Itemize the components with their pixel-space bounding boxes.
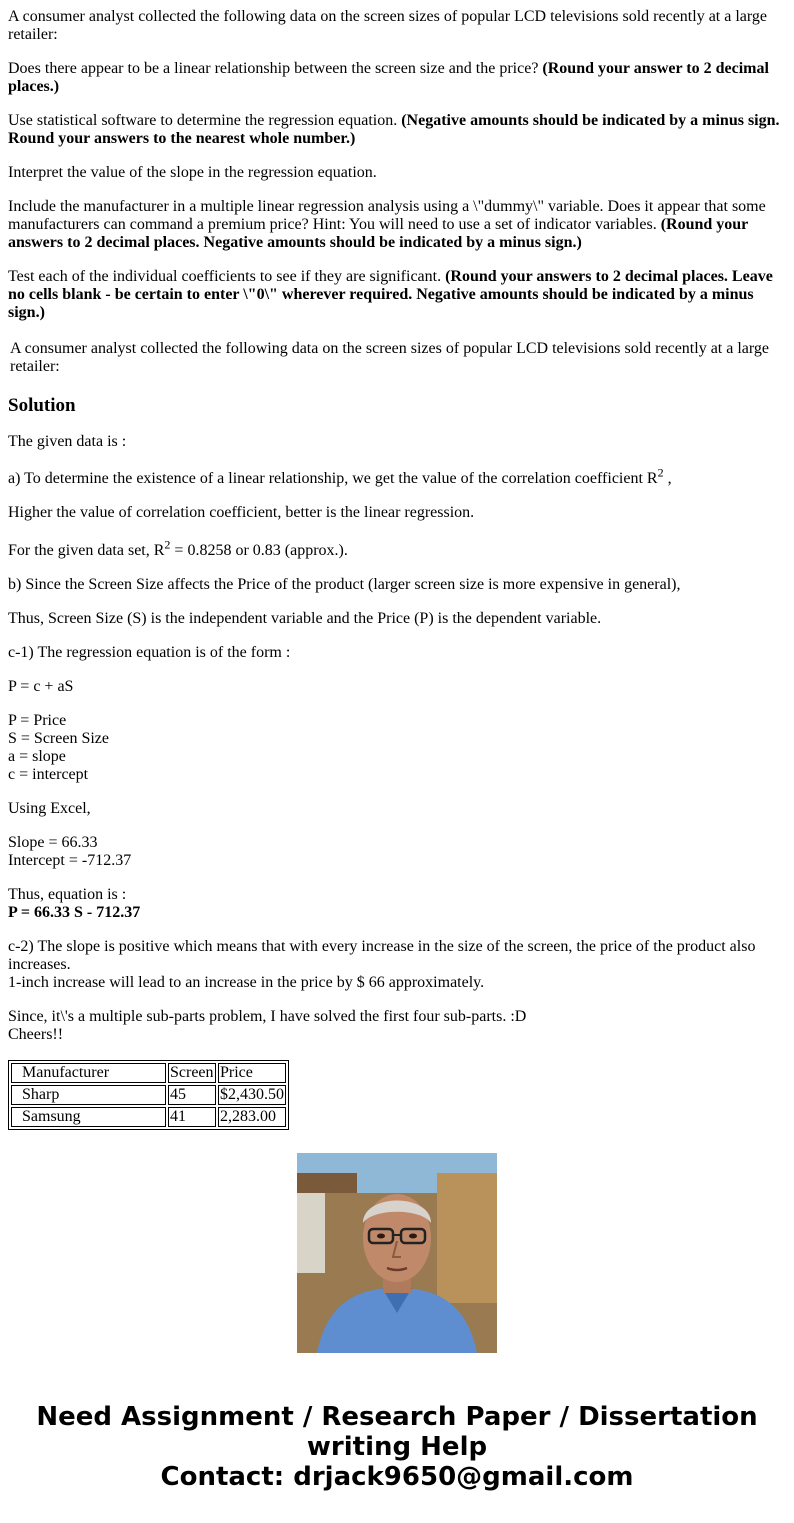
- equation-intro: Thus, equation is :: [8, 886, 127, 903]
- cell-screen: 41: [168, 1107, 216, 1127]
- cell-manufacturer: Sharp: [11, 1085, 166, 1105]
- equation-block: [8, 886, 786, 922]
- variable-definitions: [8, 712, 786, 784]
- question-d: Include the manufacturer in a multiple linear regression analysis using a \"dummy\" variable. Does it appear that some manufacturers can command a premium price? Hint: You will need to use a set of indicator variables. (Round your answers to 2 decimal places. Negative amounts should be indicated by a minus sign.): [8, 198, 766, 251]
- solution-a-line3: For the given data set, $R^2 = 0.8258$ or 0.83 (approx.).: [8, 537, 348, 559]
- definition-slope: a = slope: [8, 748, 66, 765]
- closing-line1: Since, it\'s a multiple sub-parts problem, I have solved the first four sub-parts. :D: [8, 1008, 527, 1025]
- ad-line1: Need Assignment / Research Paper / Dissertation: [36, 1402, 758, 1432]
- intercept-value: Intercept = -712.37: [8, 852, 132, 869]
- question-intro: A consumer analyst collected the following data on the screen sizes of popular LCD televisions sold recently at a large retailer:: [8, 8, 768, 43]
- cell-price: 2,283.00: [218, 1107, 286, 1127]
- cell-manufacturer: Samsung: [11, 1107, 166, 1127]
- author-avatar: [297, 1153, 497, 1353]
- solution-b-line2: Thus, Screen Size (S) is the independent variable and the Price (P) is the dependent variable.: [8, 610, 602, 627]
- solution-a-line1: a) To determine the existence of a linear relationship, we get the value of the correlation coefficient $R^2$ ,: [8, 465, 672, 487]
- regression-results: [8, 834, 786, 870]
- question-repeat-intro: A consumer analyst collected the following data on the screen sizes of popular LCD televisions sold recently at a large retailer:: [10, 340, 770, 375]
- closing-note: [8, 1008, 786, 1044]
- slope-interpretation: [8, 938, 786, 992]
- table-row: [11, 1107, 286, 1127]
- solution-c1-line: c-1) The regression equation is of the form :: [8, 644, 291, 661]
- definition-screen-size: S = Screen Size: [8, 730, 109, 747]
- ad-line2: writing Help: [306, 1432, 488, 1462]
- ad-contact-email: Contact: drjack9650@gmail.com: [160, 1462, 634, 1492]
- using-excel: Using Excel,: [8, 800, 91, 817]
- author-portrait-image: [297, 1153, 497, 1353]
- cell-price: $2,430.50: [220, 1086, 284, 1103]
- question-e: Test each of the individual coefficients to see if they are significant. (Round your answers to 2 decimal places. Leave no cells blank - be certain to enter \"0\" wherever required. Negative amounts should be indicated by a minus sign.): [8, 268, 773, 321]
- definition-price: P = Price: [8, 712, 67, 729]
- page-content: [8, 0, 786, 1125]
- slope-value: Slope = 66.33: [8, 834, 98, 851]
- slope-interpretation-line1: c-2) The slope is positive which means that with every increase in the size of the screen, the price of the product also increases.: [8, 938, 756, 973]
- solution-heading: Solution: [8, 395, 76, 416]
- definition-intercept: c = intercept: [8, 766, 89, 783]
- solution-a-line2: Higher the value of correlation coefficient, better is the linear regression.: [8, 504, 475, 521]
- header-manufacturer: Manufacturer: [11, 1063, 166, 1083]
- question-c1: Use statistical software to determine the regression equation. (Negative amounts should be indicated by a minus sign. Round your answers to the nearest whole number.): [8, 112, 780, 147]
- question-c2: Interpret the value of the slope in the regression equation.: [8, 164, 377, 181]
- closing-line2: Cheers!!: [8, 1026, 64, 1043]
- solution-given: The given data is :: [8, 433, 127, 450]
- cell-screen: 45: [168, 1085, 216, 1105]
- header-screen: Screen: [168, 1063, 216, 1083]
- solution-b-line1: b) Since the Screen Size affects the Price of the product (larger screen size is more expensive in general),: [8, 576, 681, 593]
- question-a: Does there appear to be a linear relationship between the screen size and the price? (Round your answer to 2 decimal places.): [8, 60, 769, 95]
- data-table-container: [8, 1060, 786, 1125]
- table-row: [11, 1085, 286, 1105]
- data-table: [8, 1060, 289, 1130]
- regression-equation: P = 66.33 S - 712.37: [8, 904, 141, 921]
- slope-interpretation-line2: 1-inch increase will lead to an increase in the price by $ 66 approximately.: [8, 974, 485, 991]
- header-price: Price: [218, 1063, 286, 1083]
- table-header-row: [11, 1063, 286, 1083]
- regression-form: P = c + aS: [8, 678, 74, 695]
- contact-advertisement: [0, 1402, 794, 1492]
